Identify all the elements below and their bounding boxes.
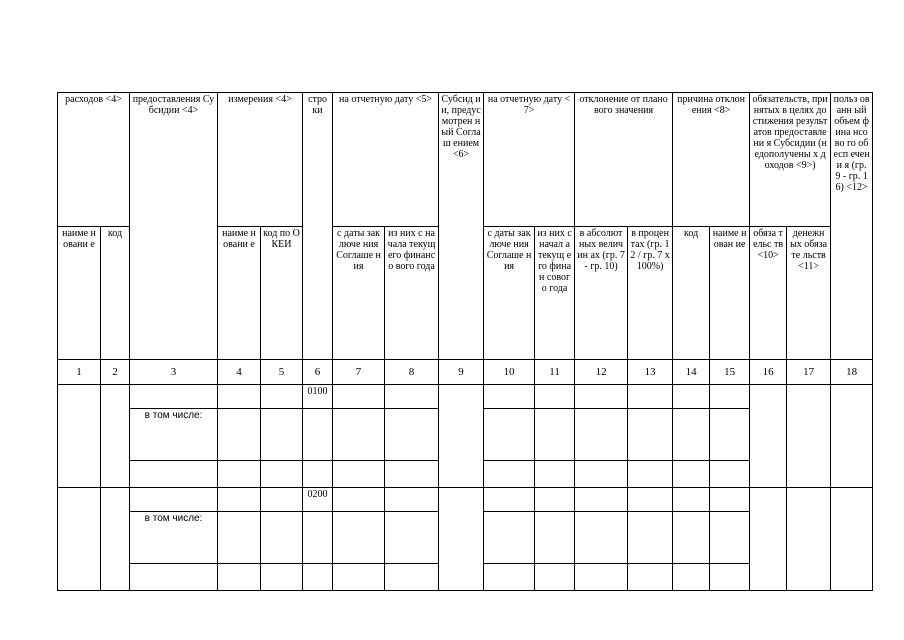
cell-value[interactable] [575,564,628,591]
cell-unused[interactable] [831,385,873,488]
header-measurement: измерения <4> [218,93,303,227]
cell-value[interactable] [575,385,628,409]
cell-value[interactable] [673,461,710,488]
cell-subsidy[interactable] [439,385,484,488]
cell-value[interactable] [673,385,710,409]
subheader-reason-name: наиме нован ие [710,227,750,360]
cell-name[interactable] [58,385,101,488]
header-expenses: расходов <4> [58,93,130,227]
cell-value[interactable] [535,385,575,409]
header-reporting-date: на отчетную дату <5> [333,93,439,227]
cell-value[interactable] [710,409,750,461]
cell-value[interactable] [333,512,385,564]
column-number: 10 [484,360,535,385]
column-number: 9 [439,360,484,385]
cell-okei[interactable] [261,409,303,461]
cell-value[interactable] [385,409,439,461]
cell-value[interactable] [333,488,385,512]
subheader-since-year-start-2: из них с начал а текущ его финан совог о года [535,227,575,360]
cell-line-code: 0100 [303,385,333,409]
cell-obligations[interactable] [750,385,787,488]
column-number: 15 [710,360,750,385]
cell-value[interactable] [628,461,673,488]
cell-line-code[interactable] [303,409,333,461]
cell-value[interactable] [535,564,575,591]
cell-unused[interactable] [831,488,873,591]
cell-value[interactable] [673,488,710,512]
cell-value[interactable] [333,461,385,488]
subheader-monetary-obligations: денежн ых обязате льств <11> [787,227,831,360]
cell-including-label: в том числе: [130,409,218,461]
cell-value[interactable] [484,564,535,591]
table-row [58,385,873,409]
header-deviation-reason: причина отклонения <8> [673,93,750,227]
cell-value[interactable] [710,564,750,591]
cell-value[interactable] [628,409,673,461]
cell-okei[interactable] [261,385,303,409]
cell-monetary-obligations[interactable] [787,488,831,591]
cell-monetary-obligations[interactable] [787,385,831,488]
cell-provision[interactable] [130,385,218,409]
cell-subsidy[interactable] [439,488,484,591]
cell-value[interactable] [484,385,535,409]
cell-unit-name[interactable] [218,488,261,512]
cell-value[interactable] [385,461,439,488]
column-number: 7 [333,360,385,385]
header-unused-volume: польз ованн ый объем фина нсово го обесп ечени я (гр. 9 - гр. 16) <12> [831,93,873,360]
subheader-absolute: в абсолют ных величин ах (гр. 7 - гр. 10) [575,227,628,360]
column-number: 11 [535,360,575,385]
cell-unit-name[interactable] [218,385,261,409]
cell-obligations[interactable] [750,488,787,591]
cell-line-code[interactable] [303,512,333,564]
header-reporting-date-2: на отчетную дату <7> [484,93,575,227]
cell-value[interactable] [535,461,575,488]
cell-value[interactable] [333,385,385,409]
cell-value[interactable] [628,488,673,512]
subheader-okei-code: код по ОКЕИ [261,227,303,360]
header-subsidy-agreement: Субсид ии, предус мотрен ный Соглаш ением <6> [439,93,484,360]
subheader-code: код [101,227,130,360]
cell-unit-name[interactable] [218,409,261,461]
cell-value[interactable] [385,512,439,564]
column-number: 18 [831,360,873,385]
column-number: 12 [575,360,628,385]
cell-value[interactable] [535,512,575,564]
cell-value[interactable] [710,512,750,564]
cell-unit-name[interactable] [218,512,261,564]
cell-value[interactable] [385,385,439,409]
cell-value[interactable] [575,461,628,488]
column-number: 4 [218,360,261,385]
cell-code[interactable] [101,385,130,488]
subheader-since-year-start: из них с начала текущего финансо вого года [385,227,439,360]
column-number: 17 [787,360,831,385]
cell-value[interactable] [535,488,575,512]
subheader-since-agreement: с даты заключе ния Соглаше ния [333,227,385,360]
cell-unit-name[interactable] [218,564,261,591]
cell-name[interactable] [58,488,101,591]
cell-line-code[interactable] [303,564,333,591]
column-number: 13 [628,360,673,385]
subheader-since-agreement-2: с даты заключе ния Соглаше ния [484,227,535,360]
cell-including-label: в том числе: [130,512,218,564]
subheader-percent: в процен тах (гр. 12 / гр. 7 x 100%) [628,227,673,360]
cell-value[interactable] [710,488,750,512]
cell-value[interactable] [628,512,673,564]
column-number: 8 [385,360,439,385]
subheader-reason-code: код [673,227,710,360]
cell-value[interactable] [385,564,439,591]
cell-value[interactable] [385,488,439,512]
cell-provision[interactable] [130,564,218,591]
cell-line-code[interactable] [303,461,333,488]
cell-value[interactable] [628,385,673,409]
subheader-unit-name: наиме новани е [218,227,261,360]
cell-value[interactable] [333,409,385,461]
table-row [58,488,873,512]
column-number: 16 [750,360,787,385]
cell-provision[interactable] [130,488,218,512]
cell-value[interactable] [484,409,535,461]
subheader-obligations: обяза тельс тв <10> [750,227,787,360]
cell-value[interactable] [710,461,750,488]
cell-provision[interactable] [130,461,218,488]
cell-value[interactable] [575,488,628,512]
cell-okei[interactable] [261,461,303,488]
cell-value[interactable] [575,512,628,564]
cell-value[interactable] [333,564,385,591]
column-numbers-row [58,360,873,385]
cell-value[interactable] [673,512,710,564]
column-number: 2 [101,360,130,385]
cell-value[interactable] [575,409,628,461]
cell-value[interactable] [628,564,673,591]
column-number: 6 [303,360,333,385]
subheader-name: наиме новани е [58,227,101,360]
column-number: 14 [673,360,710,385]
header-subsidy-provision: предоставления Субсидии <4> [130,93,218,360]
cell-value[interactable] [535,409,575,461]
cell-value[interactable] [484,512,535,564]
column-number: 3 [130,360,218,385]
cell-okei[interactable] [261,488,303,512]
cell-value[interactable] [673,564,710,591]
column-number: 5 [261,360,303,385]
cell-line-code: 0200 [303,488,333,512]
header-obligations: обязательств, принятых в целях достижения результатов предоставлени я Субсидии (недополучены х доходов <9>) [750,93,831,227]
cell-okei[interactable] [261,564,303,591]
cell-okei[interactable] [261,512,303,564]
header-row-1 [58,93,873,227]
column-number: 1 [58,360,101,385]
header-line: стро ки [303,93,333,360]
cell-value[interactable] [710,385,750,409]
cell-value[interactable] [673,409,710,461]
cell-value[interactable] [484,461,535,488]
cell-code[interactable] [101,488,130,591]
report-table [57,92,873,591]
cell-unit-name[interactable] [218,461,261,488]
cell-value[interactable] [484,488,535,512]
header-deviation: отклонение от планового значения [575,93,673,227]
